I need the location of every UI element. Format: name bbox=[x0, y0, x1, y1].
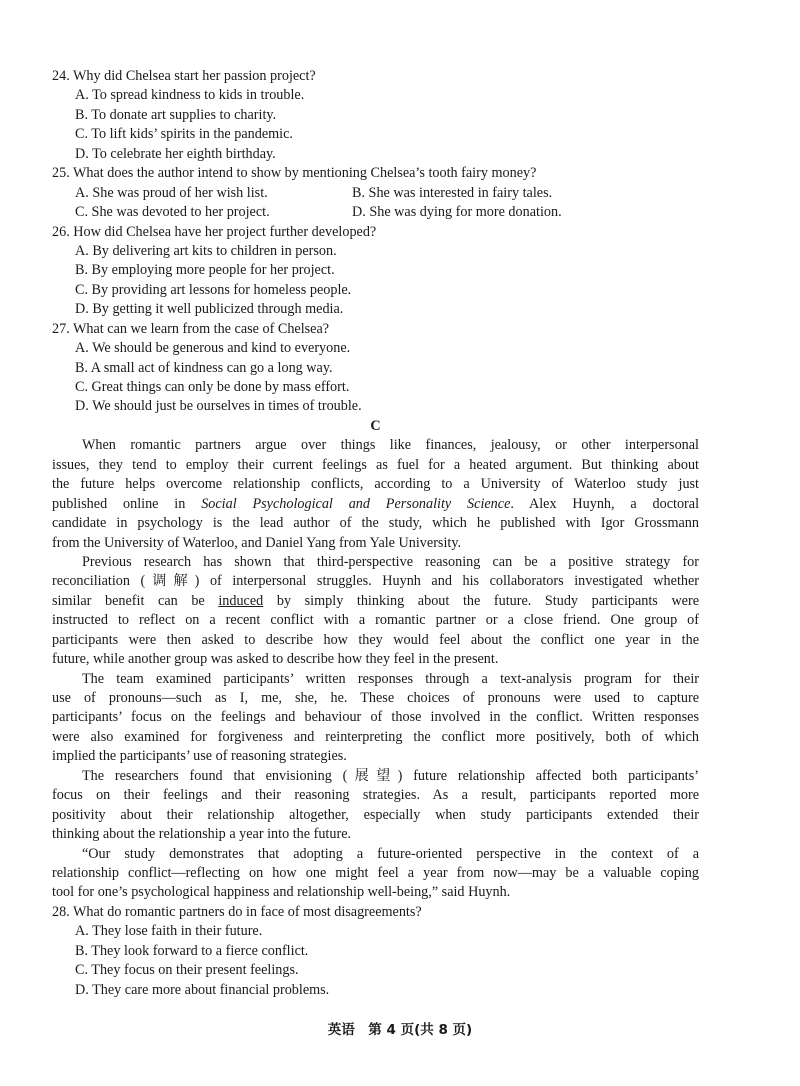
paragraph-line: positivity about their relationship altogether, especially when study participants extended their bbox=[52, 806, 699, 823]
question-block bbox=[52, 903, 699, 1000]
paragraph-line: relationship conflict—reflecting on how one might feel a year from now—may be a valuable coping bbox=[52, 864, 699, 881]
question-stem: 28. What do romantic partners do in face of most disagreements? bbox=[52, 903, 422, 920]
paragraph-line: The researchers found that envisioning (展望) future relationship affected both participants’ bbox=[82, 767, 699, 784]
question-block bbox=[52, 164, 699, 222]
paragraph-line: “Our study demonstrates that adopting a future-oriented perspective in the context of a bbox=[82, 845, 699, 862]
answer-option: D. We should just be ourselves in times of trouble. bbox=[75, 398, 362, 415]
paragraph-line: use of pronouns—such as I, me, she, he. These choices of pronouns were used to capture bbox=[52, 690, 699, 706]
paragraph-line: When romantic partners argue over things like finances, jealousy, or other interpersonal bbox=[82, 437, 699, 454]
answer-option: B. To donate art supplies to charity. bbox=[75, 106, 277, 123]
paragraph-line: Previous research has shown that third-perspective reasoning can be a positive strategy for bbox=[82, 553, 699, 570]
passage-paragraph bbox=[52, 553, 699, 670]
answer-option: C. They focus on their present feelings. bbox=[75, 962, 299, 979]
section-label: C bbox=[370, 417, 381, 434]
answer-option: C. Great things can only be done by mass effort. bbox=[75, 379, 350, 395]
answer-option: D. She was dying for more donation. bbox=[352, 204, 562, 221]
answer-option: D. By getting it well publicized through media. bbox=[75, 301, 344, 318]
paragraph-line: The team examined participants’ written responses through a text-analysis program for their bbox=[82, 670, 699, 687]
question-stem: 26. How did Chelsea have her project further developed? bbox=[52, 223, 377, 240]
answer-option: C. To lift kids’ spirits in the pandemic. bbox=[75, 126, 293, 143]
answer-option: B. A small act of kindness can go a long way. bbox=[75, 359, 333, 376]
answer-option: D. To celebrate her eighth birthday. bbox=[75, 145, 276, 162]
option-row bbox=[52, 184, 699, 203]
question-stem: 24. Why did Chelsea start her passion project? bbox=[52, 68, 316, 84]
paragraph-line: the future helps overcome relationship conflicts, according to a University of Waterloo study just bbox=[52, 476, 699, 493]
paragraph-line: issues, they tend to employ their current feelings as fuel for a heated argument. But thinking about bbox=[52, 456, 699, 473]
paragraph-line: thinking about the relationship a year into the future. bbox=[52, 826, 352, 843]
paragraph-line: focus on their feelings and their reasoning strategies. As a result, participants reported more bbox=[52, 787, 699, 804]
question-28 bbox=[52, 903, 699, 1000]
answer-option: A. She was proud of her wish list. bbox=[75, 184, 268, 201]
answer-option: A. They lose faith in their future. bbox=[75, 923, 263, 940]
question-stem: 27. What can we learn from the case of Chelsea? bbox=[52, 320, 330, 337]
answer-option: A. We should be generous and kind to everyone. bbox=[75, 340, 351, 357]
option-row bbox=[52, 203, 699, 222]
paragraph-line: future, while another group was asked to describe how they feel in the present. bbox=[52, 651, 499, 668]
underlined-word: induced bbox=[218, 592, 264, 609]
paragraph-line: candidate in psychology is the lead author of the study, which he published with Igor Grossmann bbox=[52, 515, 699, 532]
page-footer: 英语 第 4 页(共 8 页) bbox=[327, 1022, 473, 1038]
passage-paragraph bbox=[52, 670, 699, 767]
question-block bbox=[52, 320, 699, 417]
passage-paragraph bbox=[52, 436, 699, 553]
answer-option: D. They care more about financial problems. bbox=[75, 981, 330, 998]
answer-option: A. By delivering art kits to children in person. bbox=[75, 242, 337, 259]
paragraph-line: were also examined for forgiveness and reinterpreting the conflict more positively, both of which bbox=[52, 728, 699, 745]
questions-24-27 bbox=[52, 67, 699, 417]
reading-passage-c bbox=[52, 436, 699, 903]
question-block bbox=[52, 67, 699, 164]
paragraph-line: implied the participants’ use of reasoning strategies. bbox=[52, 748, 347, 765]
journal-title: Social Psychological and Personality Science bbox=[201, 495, 511, 512]
paragraph-line: from the University of Waterloo, and Daniel Yang from Yale University. bbox=[52, 534, 462, 551]
paragraph-line: published online in Social Psychological and Personality Science. Alex Huynh, a doctoral bbox=[52, 495, 700, 512]
paragraph-line: reconciliation (调解) of interpersonal struggles. Huynh and his collaborators investigated whether bbox=[52, 573, 699, 590]
paragraph-line: tool for one’s psychological happiness and relationship well-being,” said Huynh. bbox=[52, 884, 511, 901]
question-stem: 25. What does the author intend to show by mentioning Chelsea’s tooth fairy money? bbox=[52, 165, 537, 182]
answer-option: B. By employing more people for her project. bbox=[75, 262, 335, 279]
exam-page bbox=[52, 67, 699, 1000]
paragraph-line: participants’ focus on the feelings and behaviour of those involved in the conflict. Written responses bbox=[52, 709, 699, 726]
paragraph-line: participants were then asked to describe how they would feel about the conflict one year in the bbox=[52, 631, 699, 648]
answer-option: B. She was interested in fairy tales. bbox=[352, 184, 553, 201]
passage-paragraph bbox=[52, 845, 699, 903]
paragraph-line: similar benefit can be induced by simply thinking about the future. Study participants were bbox=[52, 592, 700, 609]
answer-option: C. She was devoted to her project. bbox=[75, 204, 270, 221]
passage-paragraph bbox=[52, 767, 699, 845]
question-block bbox=[52, 223, 699, 320]
paragraph-line: instructed to reflect on a recent conflict with a romantic partner or a close friend. One group of bbox=[52, 612, 699, 629]
answer-option: B. They look forward to a fierce conflict. bbox=[75, 942, 309, 959]
answer-option: A. To spread kindness to kids in trouble. bbox=[75, 87, 305, 104]
answer-option: C. By providing art lessons for homeless people. bbox=[75, 281, 352, 298]
